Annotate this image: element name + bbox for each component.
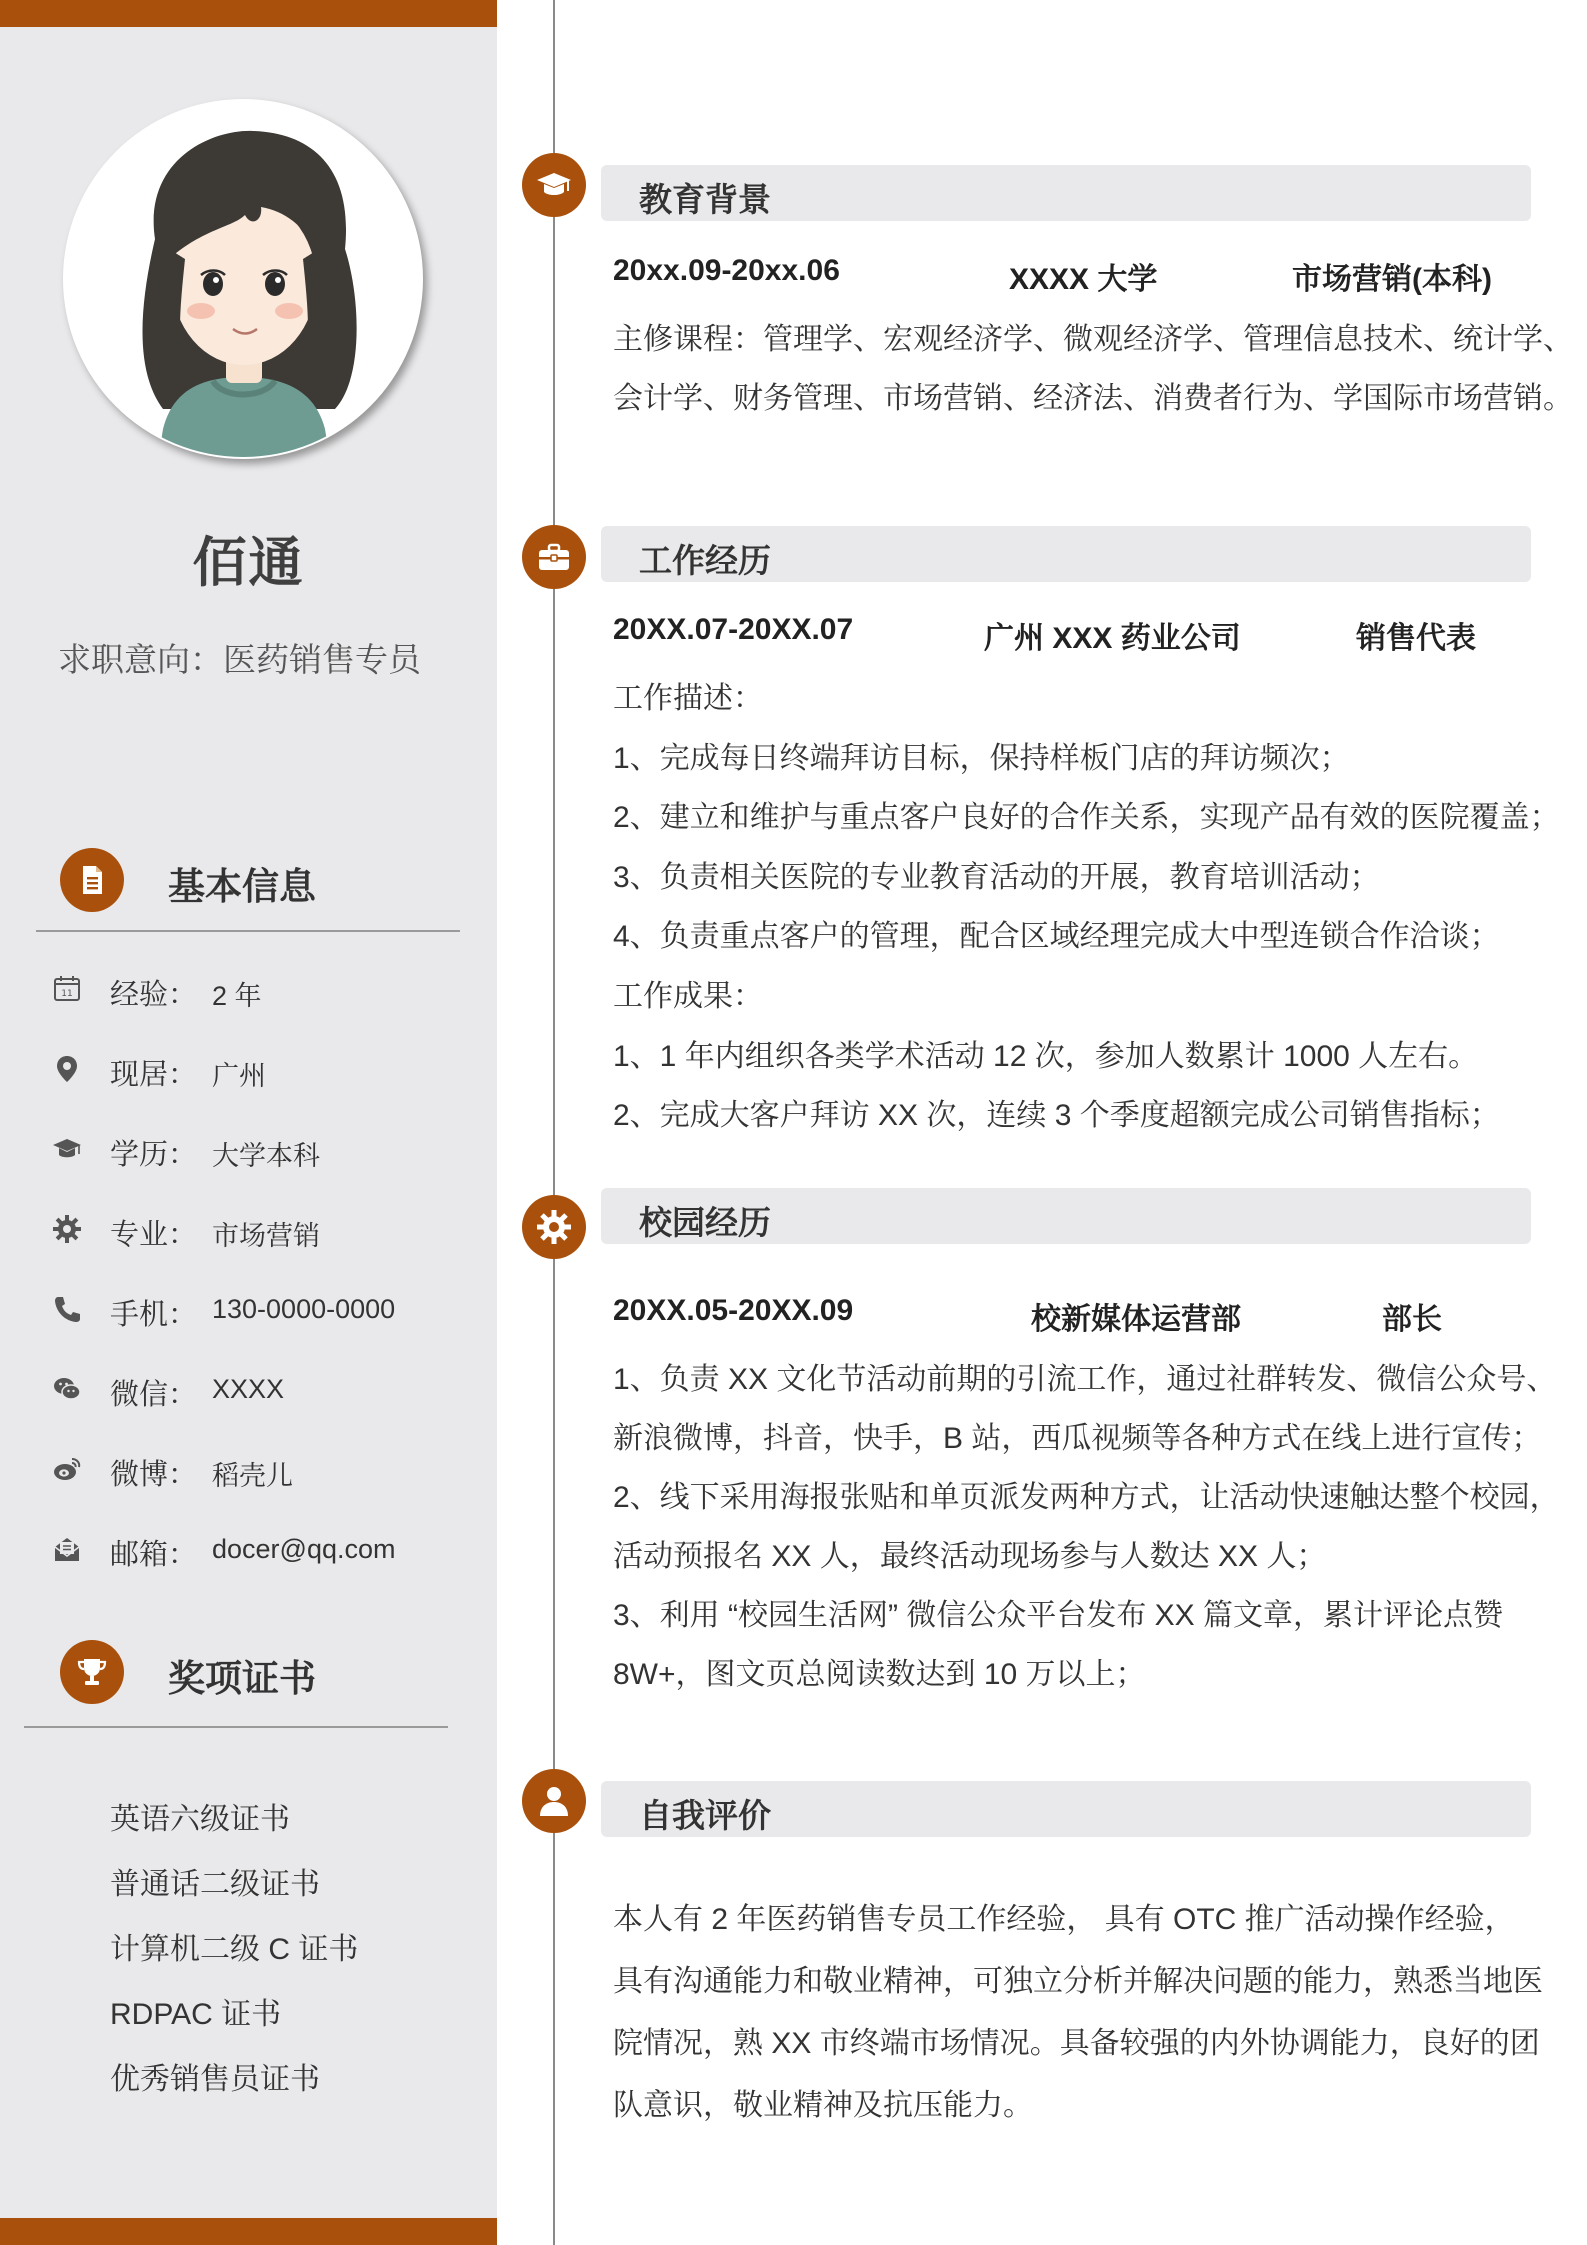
education-title: 教育背景 xyxy=(639,181,771,218)
avatar-illustration xyxy=(63,99,423,459)
briefcase-icon xyxy=(522,525,586,589)
info-key: 邮箱： xyxy=(110,1539,198,1571)
campus-line: 3、利用 “校园生活网” 微信公众平台发布 XX 篇文章，累计评论点赞 xyxy=(613,1599,1504,1632)
job-intent: 求职意向：医药销售专员 xyxy=(58,641,421,678)
info-value: docer@qq.com xyxy=(212,1534,396,1564)
work-line: 1、1 年内组织各类学术活动 12 次，参加人数累计 1000 人左右。 xyxy=(613,1040,1479,1073)
work-section-bar xyxy=(601,526,1531,582)
info-row-phone xyxy=(52,1290,472,1330)
self-eval-line: 队意识，敬业精神及抗压能力。 xyxy=(613,2089,1033,2122)
trophy-icon xyxy=(60,1640,124,1704)
mail-icon xyxy=(52,1534,82,1564)
phone-icon xyxy=(52,1294,82,1324)
campus-line: 1、负责 XX 文化节活动前期的引流工作，通过社群转发、微信公众号、 xyxy=(613,1363,1557,1396)
education-line: 主修课程：管理学、宏观经济学、微观经济学、管理信息技术、统计学、 xyxy=(613,323,1573,356)
info-value: 130-0000-0000 xyxy=(212,1294,396,1324)
campus-section-bar xyxy=(601,1188,1531,1244)
self-eval-section-bar xyxy=(601,1781,1531,1837)
work-line: 3、负责相关医院的专业教育活动的开展，教育培训活动； xyxy=(613,861,1380,894)
info-row-education xyxy=(52,1130,472,1170)
info-row-wechat xyxy=(52,1370,472,1410)
campus-period: 20XX.05-20XX.09 xyxy=(613,1294,854,1327)
weibo-icon xyxy=(52,1454,82,1484)
self-eval-line: 本人有 2 年医药销售专员工作经验， 具有 OTC 推广活动操作经验， xyxy=(613,1903,1515,1936)
document-icon xyxy=(60,848,124,912)
campus-org: 校新媒体运营部 xyxy=(1031,1303,1241,1336)
self-eval-title: 自我评价 xyxy=(639,1797,771,1834)
gear-icon xyxy=(52,1214,82,1244)
gear-icon xyxy=(522,1195,586,1259)
education-major: 市场营销(本科) xyxy=(1292,263,1492,296)
basic-info-title: 基本信息 xyxy=(168,866,316,907)
info-value: 大学本科 xyxy=(212,1141,320,1171)
self-eval-line: 具有沟通能力和敬业精神，可独立分析并解决问题的能力，熟悉当地医 xyxy=(613,1965,1543,1998)
svg-text:11: 11 xyxy=(61,989,73,999)
certificate-item: 普通话二级证书 xyxy=(110,1868,320,1901)
work-period: 20XX.07-20XX.07 xyxy=(613,613,854,646)
work-line: 2、完成大客户拜访 XX 次，连续 3 个季度超额完成公司销售指标； xyxy=(613,1099,1500,1132)
sidebar-top-accent-bar xyxy=(0,0,497,27)
timeline-line xyxy=(553,0,555,2245)
campus-line: 8W+，图文页总阅读数达到 10 万以上； xyxy=(613,1658,1146,1691)
awards-title: 奖项证书 xyxy=(168,1658,316,1699)
work-line: 4、负责重点客户的管理，配合区域经理完成大中型连锁合作洽谈； xyxy=(613,920,1500,953)
graduation-cap-icon xyxy=(522,153,586,217)
education-section-bar xyxy=(601,165,1531,221)
awards-divider xyxy=(24,1726,448,1728)
info-row-email xyxy=(52,1530,472,1570)
graduation-cap-icon xyxy=(52,1134,82,1164)
certificate-item: RDPAC 证书 xyxy=(110,1998,282,2031)
info-value: XXXX xyxy=(212,1374,285,1404)
info-row-major xyxy=(52,1210,472,1250)
basic-info-divider xyxy=(36,930,460,932)
avatar xyxy=(63,99,423,459)
sidebar xyxy=(0,0,497,2245)
work-line: 2、建立和维护与重点客户良好的合作关系，实现产品有效的医院覆盖； xyxy=(613,801,1560,834)
work-line: 工作成果： xyxy=(613,980,763,1013)
location-pin-icon xyxy=(52,1054,82,1084)
certificate-item: 英语六级证书 xyxy=(110,1803,290,1836)
info-value: 广州 xyxy=(212,1061,266,1091)
education-header xyxy=(613,254,1533,294)
work-line: 工作描述： xyxy=(613,682,763,715)
education-line: 会计学、财务管理、市场营销、经济法、消费者行为、学国际市场营销。 xyxy=(613,382,1573,415)
work-line: 1、完成每日终端拜访目标，保持样板门店的拜访频次； xyxy=(613,742,1350,775)
work-company: 广州 XXX 药业公司 xyxy=(984,622,1241,655)
candidate-name: 佰通 xyxy=(192,533,305,593)
certificate-item: 优秀销售员证书 xyxy=(110,2063,320,2096)
info-key: 学历： xyxy=(110,1139,198,1171)
wechat-icon xyxy=(52,1374,82,1404)
info-key: 经验： xyxy=(110,979,198,1011)
info-value: 2 年 xyxy=(212,981,262,1011)
campus-header xyxy=(613,1294,1533,1334)
certificate-item: 计算机二级 C 证书 xyxy=(110,1933,359,1966)
info-key: 微信： xyxy=(110,1379,198,1411)
calendar-icon xyxy=(52,974,82,1004)
info-value: 稻壳儿 xyxy=(212,1461,293,1491)
info-value: 市场营销 xyxy=(212,1221,320,1251)
campus-line: 2、线下采用海报张贴和单页派发两种方式，让活动快速触达整个校园， xyxy=(613,1481,1560,1514)
work-title: 工作经历 xyxy=(639,542,771,579)
education-school: XXXX 大学 xyxy=(1009,263,1158,296)
work-position: 销售代表 xyxy=(1356,622,1476,655)
info-row-residence xyxy=(52,1050,472,1090)
info-key: 微博： xyxy=(110,1459,198,1491)
info-key: 手机： xyxy=(110,1299,198,1331)
info-row-weibo xyxy=(52,1450,472,1490)
info-key: 专业： xyxy=(110,1219,198,1251)
self-eval-line: 院情况，熟 XX 市终端市场情况。具备较强的内外协调能力，良好的团 xyxy=(613,2027,1540,2060)
education-period: 20xx.09-20xx.06 xyxy=(613,254,840,287)
campus-title: 校园经历 xyxy=(639,1204,771,1241)
info-row-experience xyxy=(52,970,472,1010)
sidebar-bottom-accent-bar xyxy=(0,2218,497,2245)
campus-role: 部长 xyxy=(1382,1303,1442,1336)
info-key: 现居： xyxy=(110,1059,198,1091)
campus-line: 新浪微博，抖音，快手，B 站，西瓜视频等各种方式在线上进行宣传； xyxy=(613,1422,1542,1455)
campus-line: 活动预报名 XX 人，最终活动现场参与人数达 XX 人； xyxy=(613,1540,1327,1573)
work-header xyxy=(613,613,1533,653)
user-icon xyxy=(522,1769,586,1833)
